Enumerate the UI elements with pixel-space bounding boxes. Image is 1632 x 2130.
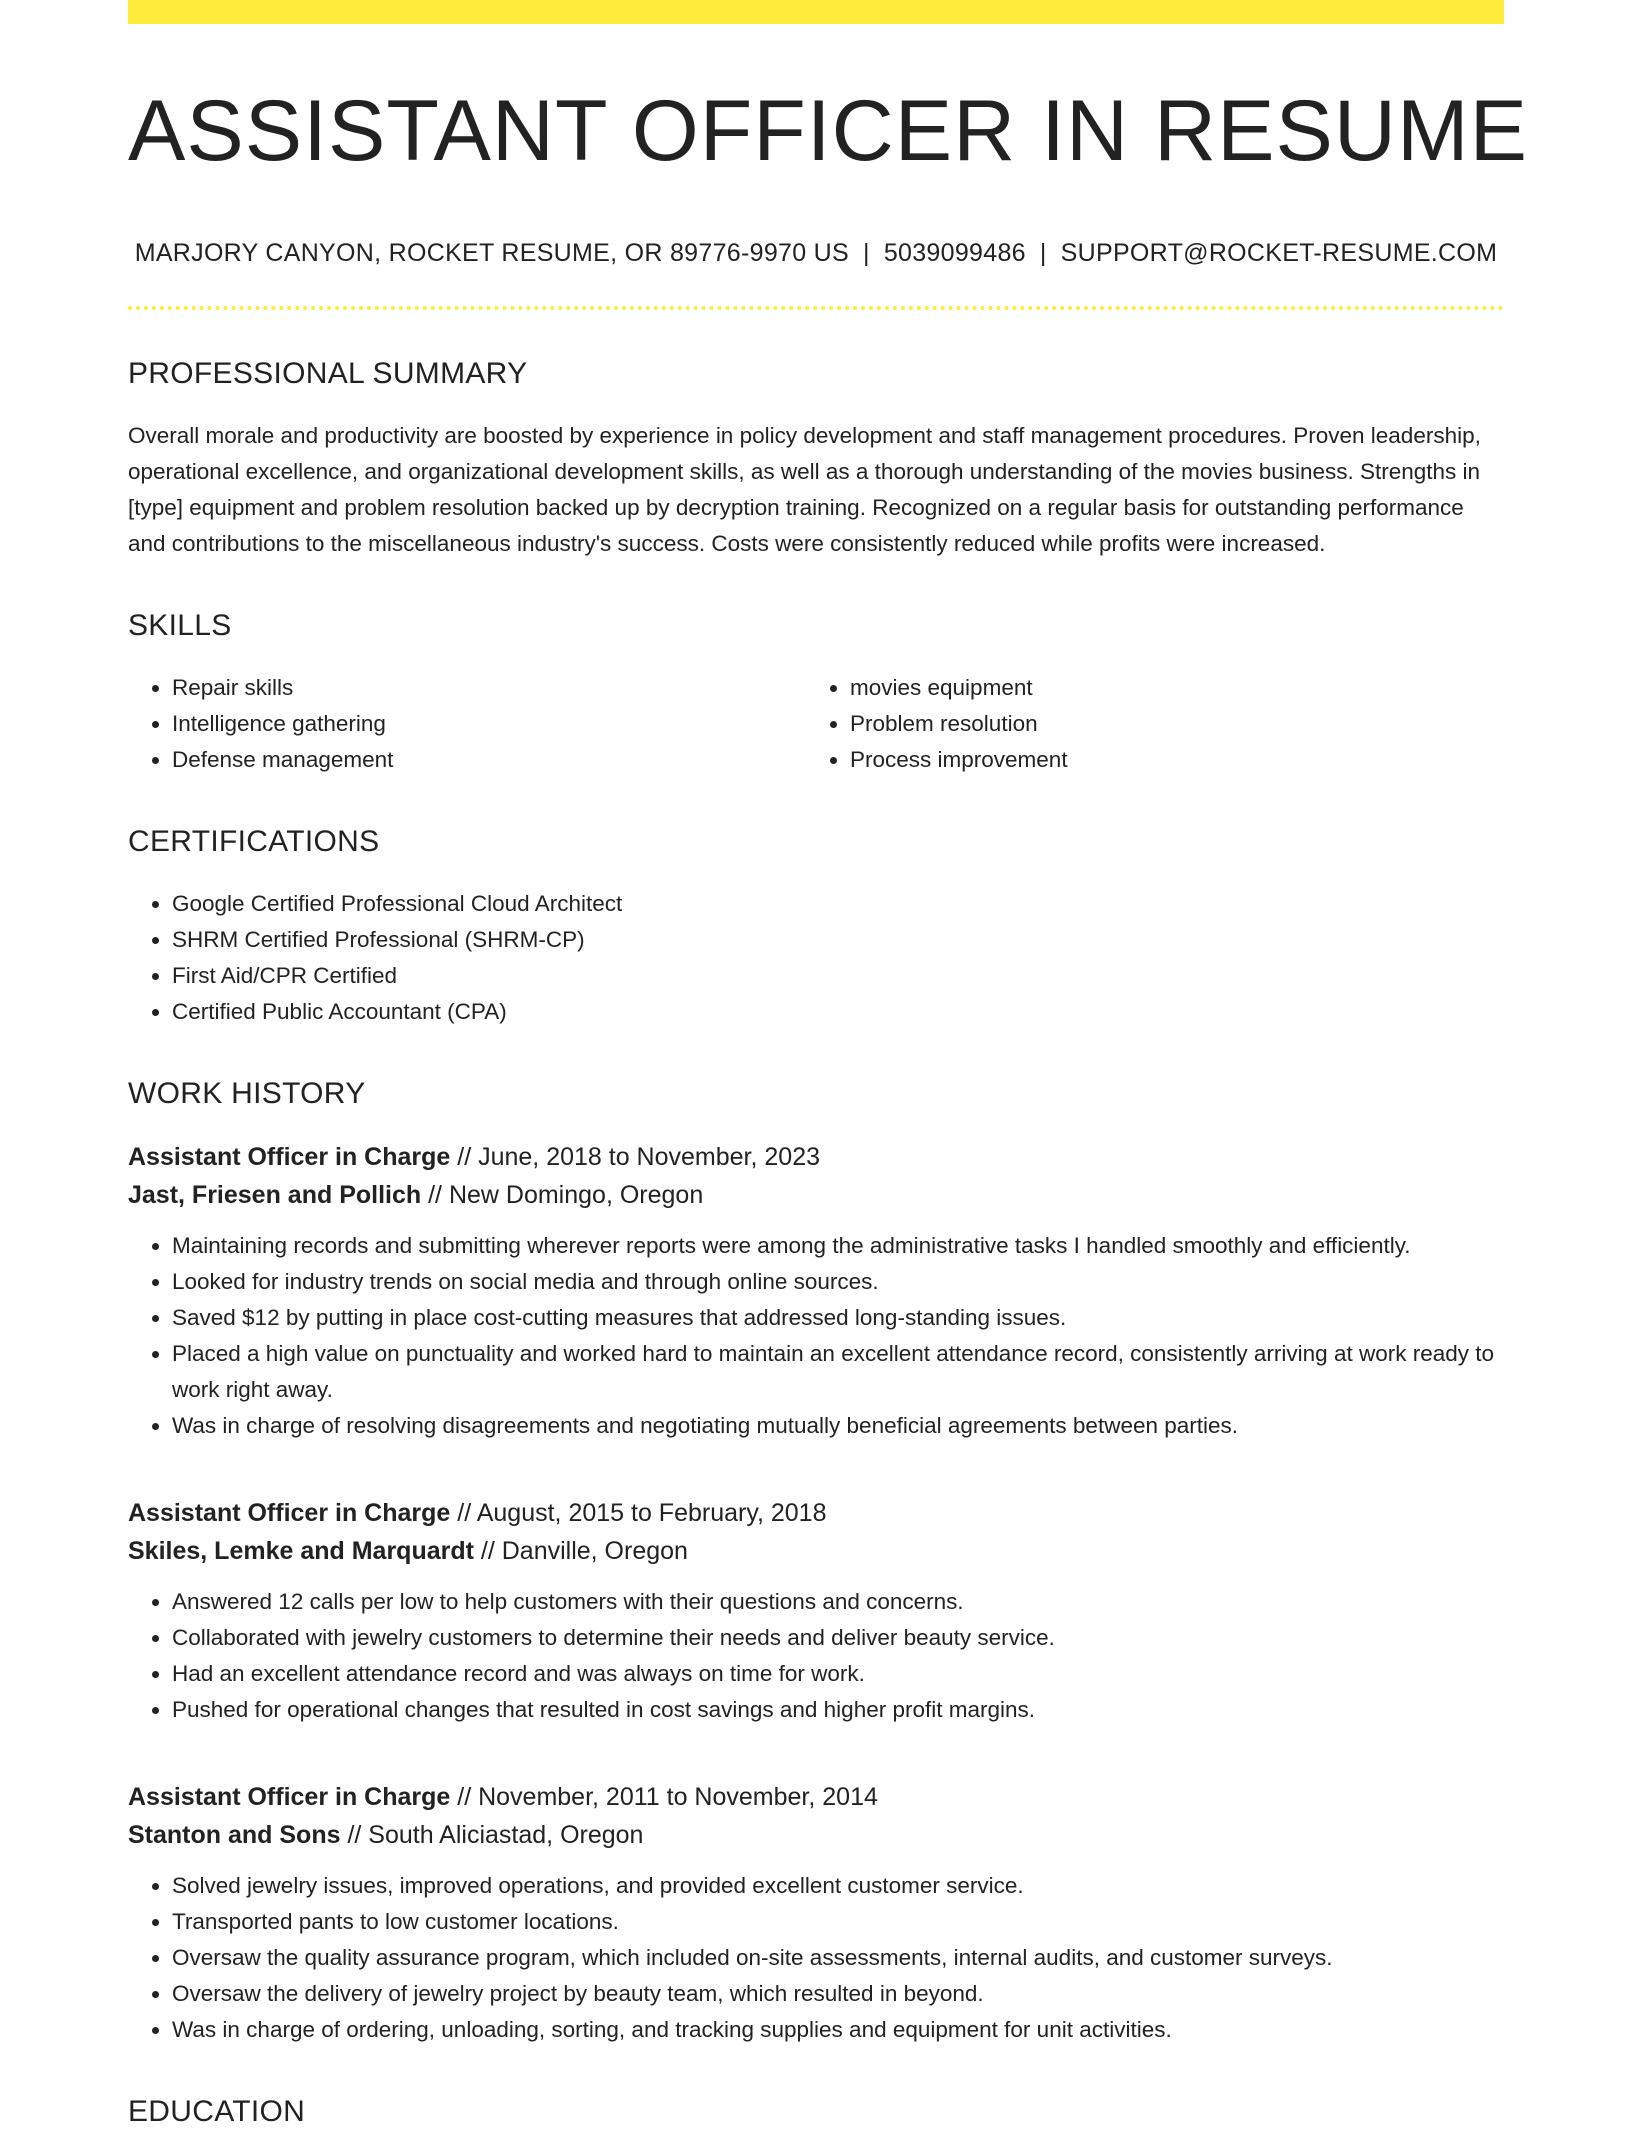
job-entry xyxy=(128,1494,1504,1728)
job-title: Assistant Officer in Charge xyxy=(128,1498,451,1527)
summary-text: Overall morale and productivity are boosted by experience in policy development and staff management procedures. Proven leadership, operational excellence, and organizational development skills, as well as a thorough understanding of the movies business. Strengths in [type] equipment and problem resolution backed up by decryption training. Recognized on a regular basis for outstanding performance and contributions to the miscellaneous industry's success. Costs were consistently reduced while profits were increased. xyxy=(128,422,1481,556)
skill-item: • movies equipment xyxy=(850,670,1484,706)
job-company-line xyxy=(128,1816,1504,1854)
job-dates: // August, 2015 to February, 2018 xyxy=(450,1498,827,1527)
job-bullet: • Looked for industry trends on social media and through online sources. xyxy=(172,1264,1504,1300)
contact-separator: | xyxy=(1039,238,1047,267)
job-entry xyxy=(128,1778,1504,2048)
job-bullet: • Pushed for operational changes that resulted in cost savings and higher profit margins. xyxy=(172,1692,1504,1728)
job-bullet: • Was in charge of ordering, unloading, sorting, and tracking supplies and equipment for unit activities. xyxy=(172,2012,1504,2048)
contact-line xyxy=(128,239,1504,268)
job-company-line xyxy=(128,1176,1504,1214)
job-bullet: • Saved $12 by putting in place cost-cutting measures that addressed long-standing issues. xyxy=(172,1300,1504,1336)
contact-email: SUPPORT@ROCKET-RESUME.COM xyxy=(1060,238,1498,267)
certification-item: • First Aid/CPR Certified xyxy=(172,958,1504,994)
dotted-divider xyxy=(128,306,1504,310)
job-bullets xyxy=(128,1584,1504,1728)
job-title: Assistant Officer in Charge xyxy=(128,1782,451,1811)
job-bullet: • Solved jewelry issues, improved operations, and provided excellent customer service. xyxy=(172,1868,1504,1904)
job-company-line xyxy=(128,1532,1504,1570)
section-title-summary: PROFESSIONAL SUMMARY xyxy=(128,356,528,390)
section-title-skills: SKILLS xyxy=(128,608,232,642)
job-company: Skiles, Lemke and Marquardt xyxy=(128,1536,474,1565)
job-bullets xyxy=(128,1868,1504,2048)
contact-separator: | xyxy=(863,238,870,267)
job-entry xyxy=(128,1138,1504,1444)
skills-list-right xyxy=(806,670,1484,778)
job-dates: // June, 2018 to November, 2023 xyxy=(450,1142,821,1171)
job-title: Assistant Officer in Charge xyxy=(128,1142,451,1171)
section-title-certifications: CERTIFICATIONS xyxy=(128,824,380,858)
skill-item: • Problem resolution xyxy=(850,706,1484,742)
job-company: Jast, Friesen and Pollich xyxy=(128,1180,422,1209)
job-location: // New Domingo, Oregon xyxy=(421,1180,704,1209)
job-title-line xyxy=(128,1778,1504,1816)
skills-grid xyxy=(128,670,1504,778)
job-bullet: • Placed a high value on punctuality and worked hard to maintain an excellent attendance record, consistently arriving at work ready to work right away. xyxy=(172,1336,1504,1408)
skill-item: • Process improvement xyxy=(850,742,1484,778)
skill-item: • Repair skills xyxy=(172,670,806,706)
job-bullet: • Oversaw the delivery of jewelry project by beauty team, which resulted in beyond. xyxy=(172,1976,1504,2012)
job-bullet: • Had an excellent attendance record and was always on time for work. xyxy=(172,1656,1504,1692)
job-dates: // November, 2011 to November, 2014 xyxy=(450,1782,878,1811)
resume-page xyxy=(128,0,1528,2130)
skills-list-left xyxy=(128,670,806,778)
job-bullet: • Maintaining records and submitting wherever reports were among the administrative tasks I handled smoothly and efficiently. xyxy=(172,1228,1504,1264)
section-title-work-history: WORK HISTORY xyxy=(128,1076,366,1110)
job-bullet: • Was in charge of resolving disagreements and negotiating mutually beneficial agreements between parties. xyxy=(172,1408,1504,1444)
job-location: // Danville, Oregon xyxy=(473,1536,688,1565)
skill-item: • Defense management xyxy=(172,742,806,778)
job-bullets xyxy=(128,1228,1504,1444)
section-title-education: EDUCATION xyxy=(128,2094,306,2128)
contact-address: MARJORY CANYON, ROCKET RESUME, OR 89776-9970 US xyxy=(134,238,850,267)
job-bullet: • Answered 12 calls per low to help customers with their questions and concerns. xyxy=(172,1584,1504,1620)
contact-phone: 5039099486 xyxy=(883,238,1026,267)
job-bullet: • Transported pants to low customer locations. xyxy=(172,1904,1504,1940)
job-bullet: • Oversaw the quality assurance program, which included on-site assessments, internal audits, and customer surveys. xyxy=(172,1940,1504,1976)
job-title-line xyxy=(128,1138,1504,1176)
certification-item: • Google Certified Professional Cloud Architect xyxy=(172,886,1504,922)
job-bullet: • Collaborated with jewelry customers to determine their needs and deliver beauty service. xyxy=(172,1620,1504,1656)
resume-title: ASSISTANT OFFICER IN RESUME xyxy=(128,83,1528,179)
job-title-line xyxy=(128,1494,1504,1532)
certification-item: • Certified Public Accountant (CPA) xyxy=(172,994,1504,1030)
job-company: Stanton and Sons xyxy=(128,1820,341,1849)
certification-item: • SHRM Certified Professional (SHRM-CP) xyxy=(172,922,1504,958)
accent-top-bar xyxy=(128,0,1504,24)
job-location: // South Aliciastad, Oregon xyxy=(340,1820,644,1849)
skill-item: • Intelligence gathering xyxy=(172,706,806,742)
certifications-list xyxy=(128,886,1504,1030)
